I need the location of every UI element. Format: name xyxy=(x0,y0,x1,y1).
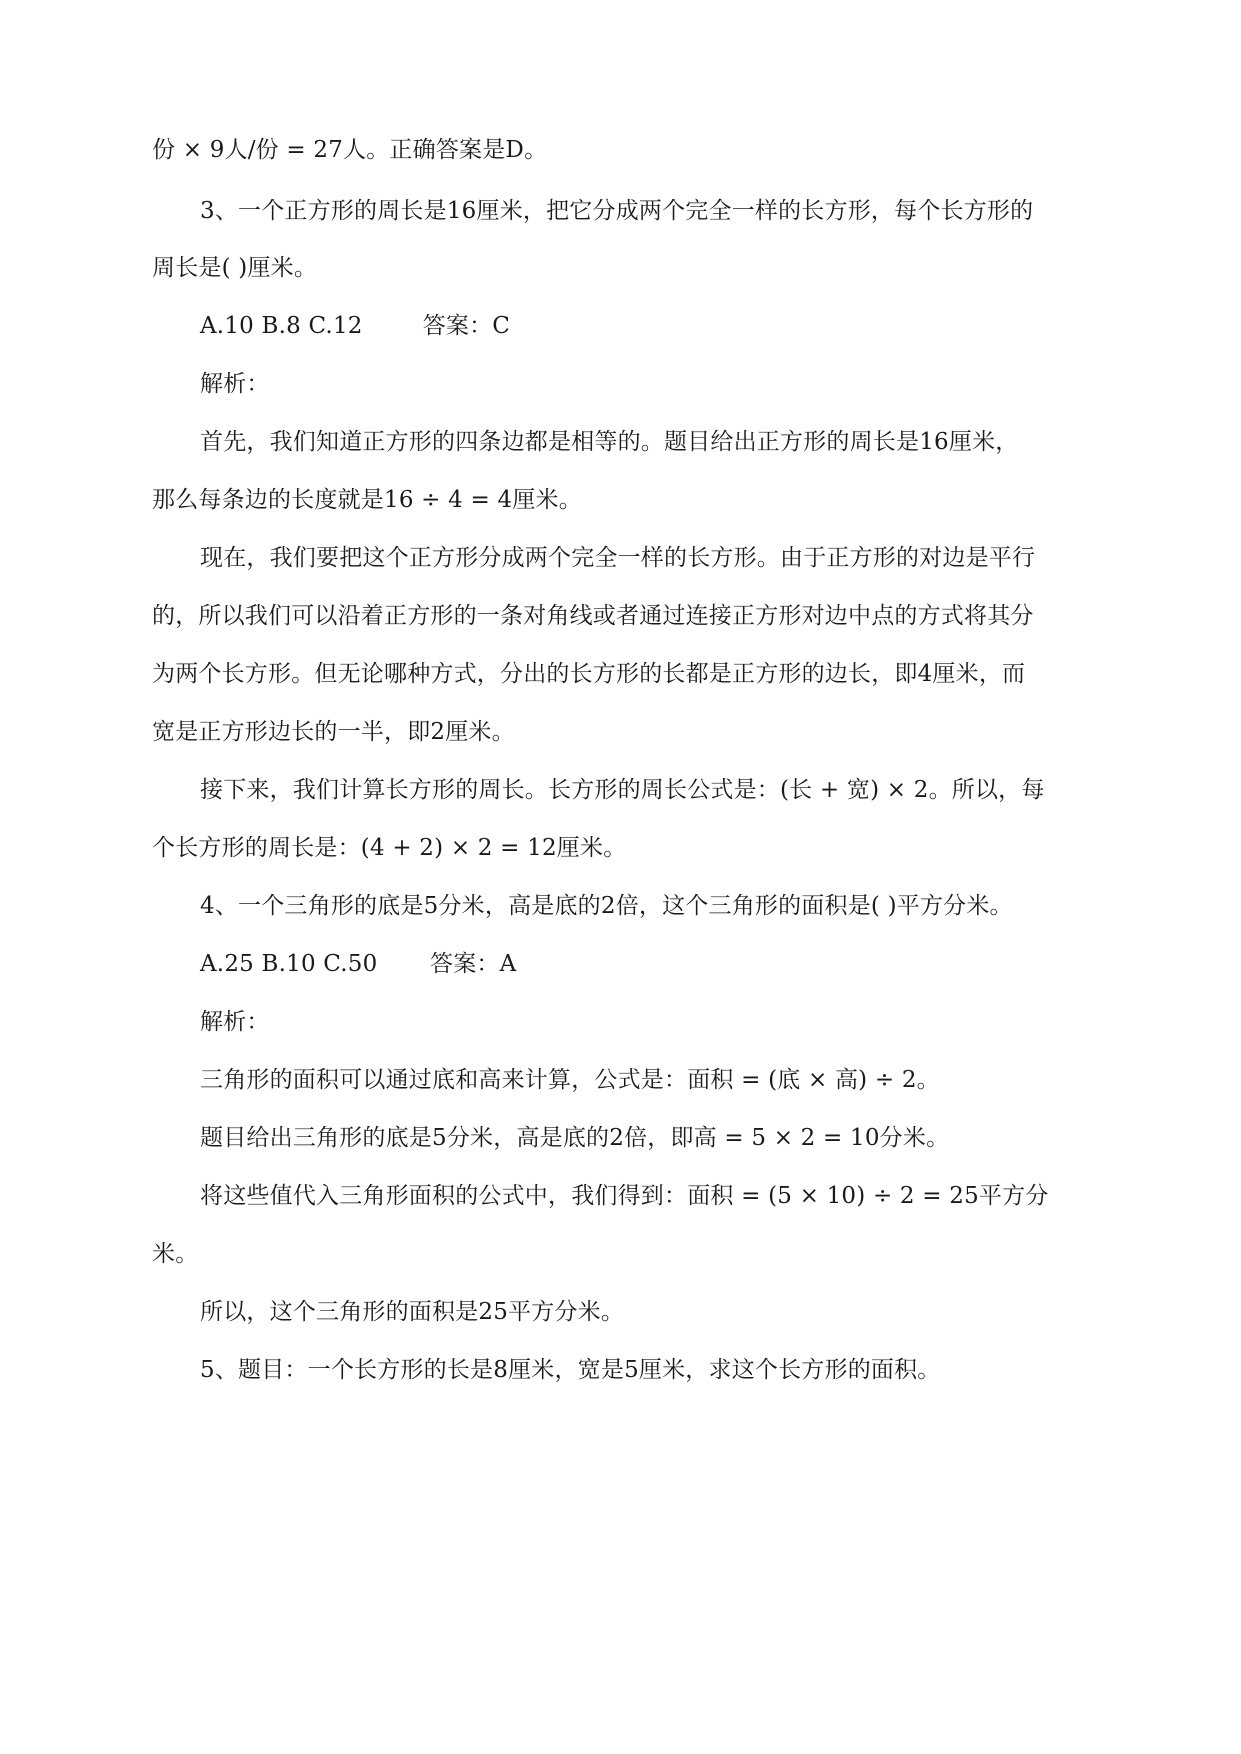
text-line: 所以，这个三角形的面积是25平方分米。 xyxy=(200,1299,625,1325)
analysis-heading: 解析： xyxy=(200,1009,270,1035)
text-line: 题目给出三角形的底是5分米，高是底的2倍，即高 = 5 × 2 = 10分米。 xyxy=(200,1125,950,1151)
text-line: 现在，我们要把这个正方形分成两个完全一样的长方形。由于正方形的对边是平行 xyxy=(200,545,1036,571)
text-line: 个长方形的周长是：(4 + 2) × 2 = 12厘米。 xyxy=(152,835,627,861)
text-line: 接下来，我们计算长方形的周长。长方形的周长公式是：(长 + 宽) × 2。所以，每 xyxy=(200,777,1045,803)
question-3-line: 3、一个正方形的周长是16厘米，把它分成两个完全一样的长方形，每个长方形的 xyxy=(200,198,1034,224)
text-line: 份 × 9人/份 = 27人。正确答案是D。 xyxy=(152,137,548,163)
text-line: 的，所以我们可以沿着正方形的一条对角线或者通过连接正方形对边中点的方式将其分 xyxy=(152,603,1034,629)
text-line: 三角形的面积可以通过底和高来计算，公式是：面积 = (底 × 高) ÷ 2。 xyxy=(200,1067,940,1093)
text-line: 将这些值代入三角形面积的公式中，我们得到：面积 = (5 × 10) ÷ 2 = 25平方分 xyxy=(200,1183,1049,1209)
text-line: 宽是正方形边长的一半，即2厘米。 xyxy=(152,719,515,745)
text-line: 那么每条边的长度就是16 ÷ 4 = 4厘米。 xyxy=(152,487,582,513)
options-answer-line: A.10 B.8 C.12 答案：C xyxy=(200,313,511,339)
text-line: 首先，我们知道正方形的四条边都是相等的。题目给出正方形的周长是16厘米， xyxy=(200,429,1019,455)
question-5-line: 5、题目：一个长方形的长是8厘米，宽是5厘米，求这个长方形的面积。 xyxy=(200,1357,941,1383)
question-4-line: 4、一个三角形的底是5分米，高是底的2倍，这个三角形的面积是( )平方分米。 xyxy=(200,893,1013,919)
text-line: 周长是( )厘米。 xyxy=(152,255,318,281)
text-line: 米。 xyxy=(152,1241,199,1267)
text-line: 为两个长方形。但无论哪种方式，分出的长方形的长都是正方形的边长，即4厘米，而 xyxy=(152,661,1026,687)
options-answer-line: A.25 B.10 C.50 答案：A xyxy=(200,951,517,977)
analysis-heading: 解析： xyxy=(200,371,270,397)
